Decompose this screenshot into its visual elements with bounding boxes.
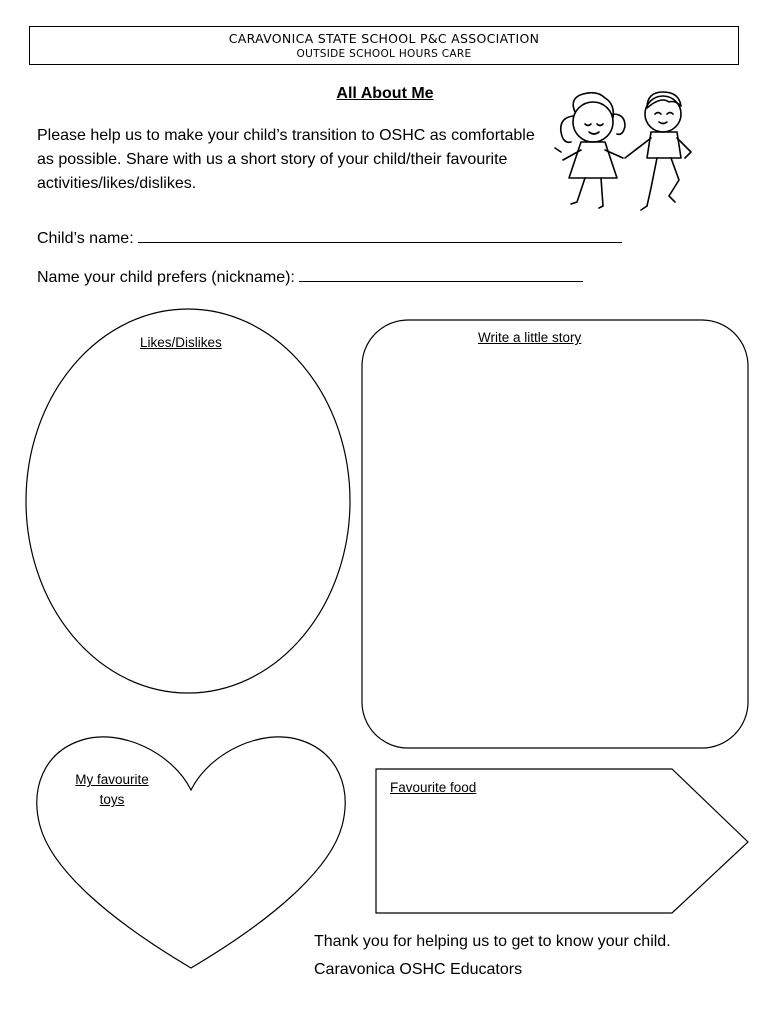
child-name-label: Child’s name: <box>37 230 134 247</box>
write-story-label: Write a little story <box>478 330 582 345</box>
header-school-name: CARAVONICA STATE SCHOOL P&C ASSOCIATION <box>228 31 540 46</box>
story-box[interactable] <box>362 320 748 748</box>
favourite-toys-label: My favourite toys <box>75 772 149 807</box>
favourite-food-label: Favourite food <box>390 780 477 795</box>
educators-signoff: Caravonica OSHC Educators <box>314 961 523 978</box>
likes-oval[interactable] <box>26 309 350 693</box>
likes-dislikes-label: Likes/Dislikes <box>140 335 222 350</box>
thank-you-text: Thank you for helping us to get to know your child. <box>314 933 671 950</box>
nickname-label: Name your child prefers (nickname): <box>37 269 295 286</box>
page-title: All About Me <box>336 85 434 102</box>
intro-text: Please help us to make your child’s transition to OSHC as comfortable as possible. Share with us a short story of your child/their favourite activities/likes/dislikes. <box>37 127 535 192</box>
header-subtitle: OUTSIDE SCHOOL HOURS CARE <box>296 48 472 60</box>
footer-message <box>314 928 671 984</box>
